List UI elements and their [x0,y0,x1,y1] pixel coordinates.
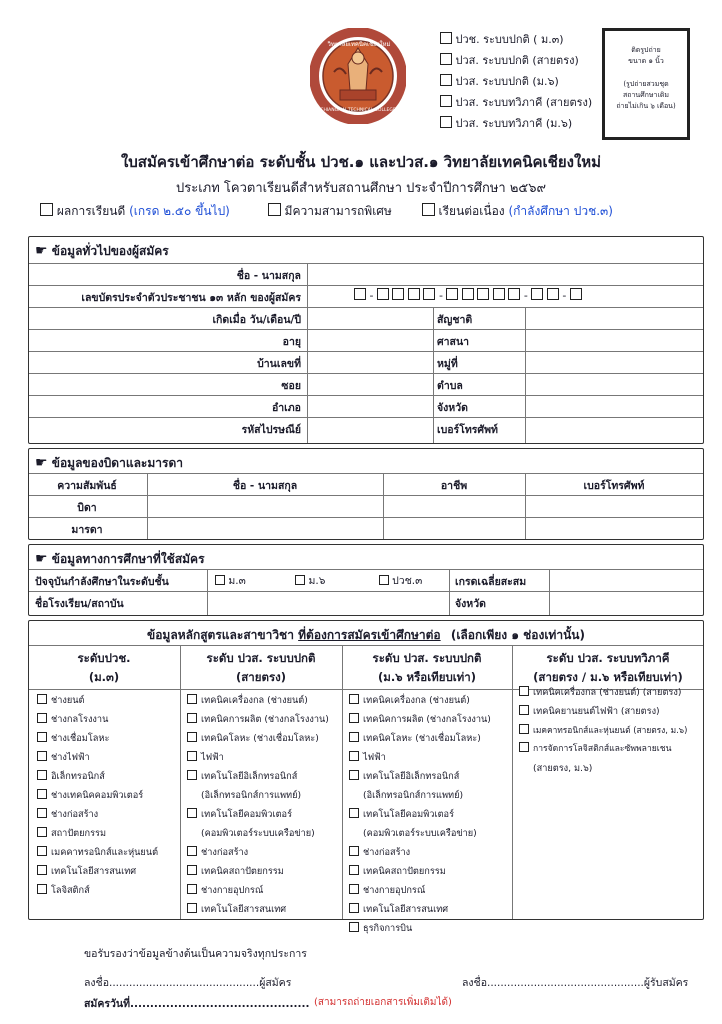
course-option[interactable]: เทคโนโลยีคอมพิวเตอร์ [349,805,509,824]
course-option[interactable]: สถาปัตยกรรม [37,824,177,843]
checkbox[interactable] [440,116,452,128]
birth-label: เกิดเมื่อ วัน/เดือน/ปี [212,314,301,326]
pointing-hand-icon: ☛ [35,243,48,259]
checkbox[interactable] [268,203,281,216]
photo-line: ขนาด ๑ นิ้ว [628,57,664,65]
course-option[interactable]: ไฟฟ้า [187,748,339,767]
religion-label: ศาสนา [437,336,470,348]
course-list-pvc [37,691,177,900]
phone-label: เบอร์โทรศัพท์ [437,424,498,436]
name-label: ชื่อ - นามสกุล [236,270,301,282]
course-option[interactable]: การจัดการโลจิสติกส์และซัพพลายเชน [519,740,701,759]
photo-line: ติดรูปถ่าย [631,46,661,54]
course-option[interactable]: ช่างกายอุปกรณ์ [349,881,509,900]
checkbox[interactable] [519,705,529,715]
checkbox[interactable] [519,742,529,752]
checkbox[interactable] [187,846,197,856]
course-option[interactable]: ช่างยนต์ [37,691,177,710]
digit-box[interactable] [508,288,520,300]
application-date[interactable]: สมัครวันที่............................................. [84,998,310,1010]
course-option[interactable]: ช่างเทคนิคคอมพิวเตอร์ [37,786,177,805]
certify-text: ขอรับรองว่าข้อมูลข้างต้นเป็นความจริงทุกประการ [84,948,307,960]
course-option[interactable]: เทคนิคโลหะ (ช่างเชื่อมโลหะ) [349,729,509,748]
education-section [28,544,704,616]
id-card-boxes[interactable]: - - - - [354,288,582,302]
receiver-signature[interactable]: ลงชื่อ...............................................ผู้รับสมัคร [462,977,689,989]
parents-heading: ☛ ข้อมูลของบิดาและมารดา [35,455,183,471]
course-list-pvs-direct [187,691,339,919]
course-option[interactable]: ช่างเชื่อมโลหะ [37,729,177,748]
checkbox[interactable] [440,53,452,65]
id-card-label: เลขบัตรประจำตัวประชาชน ๑๓ หลัก ของผู้สมัคร [81,292,301,304]
checkbox[interactable] [37,827,47,837]
checkbox[interactable] [349,751,359,761]
course-option-note: (คอมพิวเตอร์ระบบเครือข่าย) [201,828,315,839]
nationality-label: สัญชาติ [437,314,473,326]
soi-label: ซอย [281,380,301,392]
checkbox[interactable] [37,865,47,875]
course-option[interactable]: เทคนิคเครื่องกล (ช่างยนต์) (สายตรง) [519,683,701,702]
col-relation: ความสัมพันธ์ [57,480,117,492]
checkbox[interactable] [37,789,47,799]
checkbox[interactable] [187,751,197,761]
checkbox[interactable] [440,95,452,107]
program-option[interactable]: ปวส. ระบบปกติ (สายตรง) [440,51,592,72]
applicant-signature[interactable]: ลงชื่อ.............................................ผู้สมัคร [84,977,292,989]
checkbox[interactable] [187,903,197,913]
course-option[interactable]: โลจิสติกส์ [37,881,177,900]
quota-option-grade[interactable]: ผลการเรียนดี (เกรด ๒.๕๐ ขึ้นไป) [40,204,230,218]
checkbox[interactable] [422,203,435,216]
digit-box[interactable] [354,288,366,300]
course-col-header: ระดับปวช. (ม.๓) [77,651,131,684]
digit-box[interactable] [493,288,505,300]
tambon-label: ตำบล [437,380,463,392]
checkbox[interactable] [37,713,47,723]
gpa-label: เกรดเฉลี่ยสะสม [455,576,527,588]
postal-label: รหัสไปรษณีย์ [241,424,301,436]
digit-box[interactable] [531,288,543,300]
checkbox[interactable] [37,732,47,742]
checkbox[interactable] [349,713,359,723]
course-option[interactable]: เทคโนโลยีคอมพิวเตอร์ [187,805,339,824]
digit-box[interactable] [570,288,582,300]
course-option[interactable]: ช่างกลโรงงาน [37,710,177,729]
digit-box[interactable] [392,288,404,300]
courses-section [28,620,704,934]
quota-option-continue[interactable]: เรียนต่อเนื่อง (กำลังศึกษา ปวช.๓) [422,204,613,218]
quota-options [40,202,700,221]
checkbox[interactable] [37,808,47,818]
parents-section [28,448,704,540]
course-option[interactable]: ช่างก่อสร้าง [187,843,339,862]
course-option[interactable]: อิเล็กทรอนิกส์ [37,767,177,786]
course-option[interactable]: เทคนิคสถาปัตยกรรม [187,862,339,881]
digit-box[interactable] [477,288,489,300]
course-list-dual [519,683,701,778]
courses-heading: ข้อมูลหลักสูตรและสาขาวิชา ที่ต้องการสมัครเข้าศึกษาต่อ (เลือกเพียง ๑ ช่องเท่านั้น) [147,628,585,642]
amphoe-label: อำเภอ [271,402,301,414]
general-heading: ☛ ข้อมูลทั่วไปของผู้สมัคร [35,243,169,259]
checkbox[interactable] [187,732,197,742]
level-option-m6[interactable]: ม.๖ [295,575,325,587]
checkbox[interactable] [349,884,359,894]
school-label: ชื่อโรงเรียน/สถาบัน [35,598,124,610]
course-option[interactable]: เทคนิคยานยนต์ไฟฟ้า (สายตรง) [519,702,701,721]
checkbox[interactable] [187,694,197,704]
digit-box[interactable] [423,288,435,300]
course-option[interactable]: เทคนิคการผลิต (ช่างกลโรงงาน) [349,710,509,729]
course-option[interactable]: เทคนิคโลหะ (ช่างเชื่อมโลหะ) [187,729,339,748]
checkbox[interactable] [187,713,197,723]
course-col-header: ระดับ ปวส. ระบบปกติ (สายตรง) [206,651,316,684]
col-phone: เบอร์โทรศัพท์ [583,480,645,492]
photo-line: (รูปถ่ายสวมชุด [623,80,669,88]
digit-box[interactable] [408,288,420,300]
course-option[interactable]: เทคนิคการผลิต (ช่างกลโรงงาน) [187,710,339,729]
course-option-note: (อิเล็กทรอนิกส์การแพทย์) [363,790,464,801]
checkbox[interactable] [215,575,225,585]
page-title: ใบสมัครเข้าศึกษาต่อ ระดับชั้น ปวช.๑ และปวส.๑ วิทยาลัยเทคนิคเชียงใหม่ [120,153,602,171]
course-option[interactable]: เมคคาทรอนิกส์และหุ่นยนต์ (สายตรง, ม.๖) [519,721,701,740]
program-option[interactable]: ปวช. ระบบปกติ ( ม.๓) [440,30,592,51]
checkbox[interactable] [440,32,452,44]
course-option[interactable]: เทคนิคเครื่องกล (ช่างยนต์) [187,691,339,710]
checkbox[interactable] [37,846,47,856]
digit-box[interactable] [462,288,474,300]
course-option[interactable]: เมคคาทรอนิกส์และหุ่นยนต์ [37,843,177,862]
digit-box[interactable] [377,288,389,300]
education-heading: ☛ ข้อมูลทางการศึกษาที่ใช้สมัคร [35,551,205,567]
course-option[interactable]: ช่างไฟฟ้า [37,748,177,767]
course-col-header: ระดับ ปวส. ระบบปกติ (ม.๖ หรือเทียบเท่า) [372,651,482,684]
checkbox[interactable] [349,732,359,742]
checkbox[interactable] [37,884,47,894]
checkbox[interactable] [349,846,359,856]
course-option[interactable]: เทคโนโลยีสารสนเทศ [187,900,339,919]
program-options [440,30,592,135]
course-option-note: (อิเล็กทรอนิกส์การแพทย์) [201,790,302,801]
page-subtitle: ประเภท โควตาเรียนดีสำหรับสถานศึกษา ประจำปีการศึกษา ๒๕๖๙ [175,181,547,196]
checkbox[interactable] [295,575,305,585]
current-level-label: ปัจจุบันกำลังศึกษาในระดับชั้น [35,576,169,588]
course-option[interactable]: ช่างกายอุปกรณ์ [187,881,339,900]
course-option[interactable]: เทคโนโลยีอิเล็กทรอนิกส์ [187,767,339,786]
checkbox[interactable] [37,694,47,704]
checkbox[interactable] [349,865,359,875]
province-label: จังหวัด [437,402,468,414]
photocopy-note: (สามารถถ่ายเอกสารเพิ่มเติมได้) [314,997,452,1008]
checkbox[interactable] [519,724,529,734]
course-option[interactable]: เทคโนโลยีอิเล็กทรอนิกส์ [349,767,509,786]
checkbox[interactable] [187,808,197,818]
logo-text-bottom: CHIANGMAI TECHNICAL COLLEGE [320,108,396,113]
pointing-hand-icon: ☛ [35,551,48,567]
checkbox[interactable] [187,884,197,894]
program-option[interactable]: ปวส. ระบบทวิภาคี (สายตรง) [440,93,592,114]
course-option[interactable]: เทคโนโลยีสารสนเทศ [349,900,509,919]
level-option-pvc3[interactable]: ปวช.๓ [379,575,423,587]
checkbox[interactable] [349,903,359,913]
moo-label: หมู่ที่ [437,358,458,370]
photo-line: สถานศึกษาเดิม [622,91,669,99]
age-label: อายุ [282,336,301,348]
level-options [215,572,422,589]
course-option[interactable]: ช่างก่อสร้าง [37,805,177,824]
checkbox[interactable] [40,203,53,216]
photo-line: ถ่ายไม่เกิน ๖ เดือน) [616,102,676,110]
digit-box[interactable] [547,288,559,300]
photo-box [602,28,690,140]
course-list-pvs-m6 [349,691,509,938]
checkbox[interactable] [37,770,47,780]
checkbox[interactable] [349,808,359,818]
mother-label: มารดา [71,524,103,536]
course-option[interactable]: ธุรกิจการบิน [349,919,509,938]
course-option[interactable]: เทคโนโลยีสารสนเทศ [37,862,177,881]
checkbox[interactable] [349,770,359,780]
course-option[interactable]: ช่างก่อสร้าง [349,843,509,862]
father-label: บิดา [77,502,97,514]
checkbox[interactable] [379,575,389,585]
level-option-m3[interactable]: ม.๓ [215,575,246,587]
course-option[interactable]: ไฟฟ้า [349,748,509,767]
program-option[interactable]: ปวส. ระบบปกติ (ม.๖) [440,72,592,93]
checkbox[interactable] [349,922,359,932]
program-option[interactable]: ปวส. ระบบทวิภาคี (ม.๖) [440,114,592,135]
checkbox[interactable] [440,74,452,86]
pointing-hand-icon: ☛ [35,455,48,471]
logo-text-top: วิทยาลัยเทคนิคเชียงใหม่ [327,41,391,48]
course-col-header: ระดับ ปวส. ระบบทวิภาคี (สายตรง / ม.๖ หรือเทียบเท่า) [533,651,683,684]
checkbox[interactable] [349,694,359,704]
checkbox[interactable] [187,770,197,780]
course-option-note: (คอมพิวเตอร์ระบบเครือข่าย) [363,828,477,839]
general-info-section [28,236,704,444]
col-job: อาชีพ [440,480,468,492]
checkbox[interactable] [519,686,529,696]
col-name: ชื่อ - นามสกุล [232,480,298,492]
course-option[interactable]: เทคนิคเครื่องกล (ช่างยนต์) [349,691,509,710]
quota-option-talent[interactable]: มีความสามารถพิเศษ [268,204,392,218]
checkbox[interactable] [37,751,47,761]
digit-box[interactable] [446,288,458,300]
course-option-note: (สายตรง, ม.๖) [533,763,593,774]
checkbox[interactable] [187,865,197,875]
house-no-label: บ้านเลขที่ [257,358,301,370]
course-option[interactable]: เทคนิคสถาปัตยกรรม [349,862,509,881]
edu-province-label: จังหวัด [455,598,486,610]
